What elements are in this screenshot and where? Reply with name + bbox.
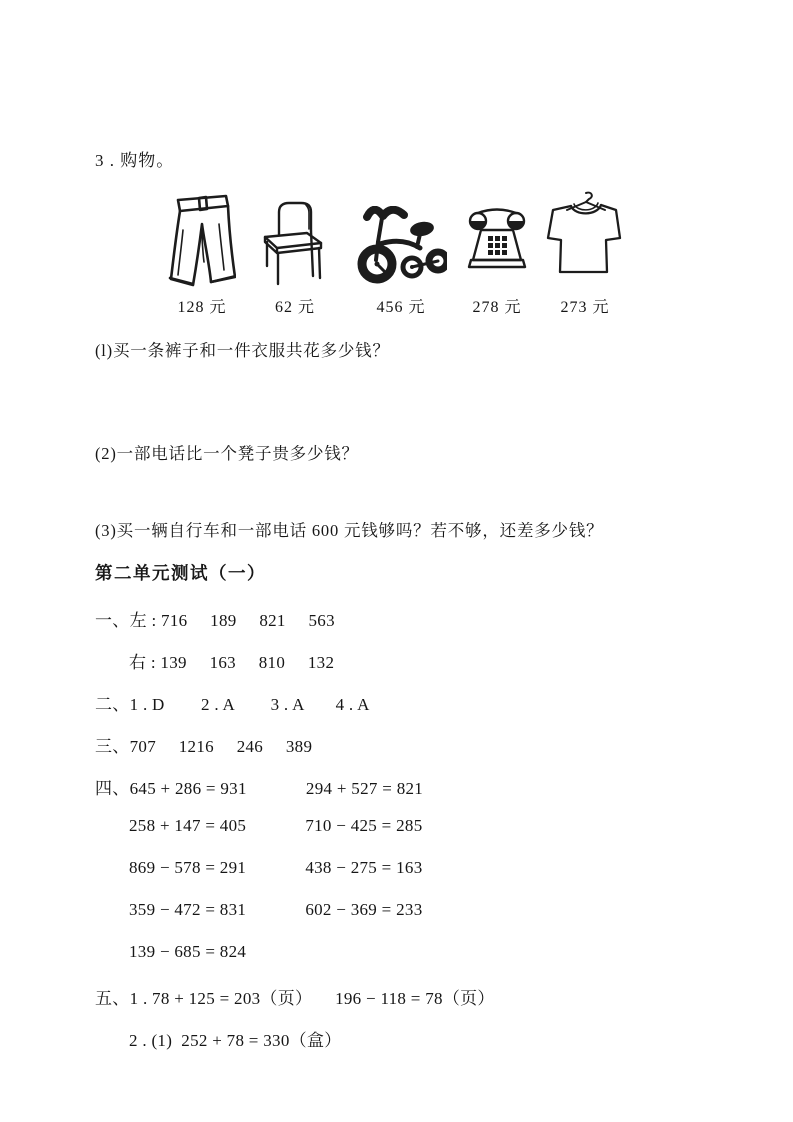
answer-line-2: 右 : 139 163 810 132 [129,653,335,672]
answer-line-5: 四、645 + 286 = 931 294 + 527 = 821 [95,779,424,798]
tshirt-price-label: 273 元 [560,299,610,316]
unit-test-heading: 第二单元测试（一） [95,563,266,583]
answer-line-9: 139 − 685 = 824 [129,942,247,961]
chair-price-label: 62 元 [274,299,315,316]
question-3: (3)买一辆自行车和一部电话 600 元钱够吗？若不够，还差多少钱？ [95,521,604,540]
tricycle-price-label: 456 元 [376,299,426,316]
tshirt-icon [545,191,625,275]
tricycle-icon [355,206,447,286]
answer-line-1: 一、左 : 716 189 821 563 [95,611,335,630]
answer-line-10: 五、1 . 78 + 125 = 203（页） 196 − 118 = 78（页） [95,989,495,1008]
pants-icon [168,190,236,292]
shop-item-tricycle [351,186,451,314]
answer-key-block [95,606,495,1068]
telephone-icon [467,206,527,272]
question-2: (2)一部电话比一个凳子贵多少钱？ [95,444,359,463]
answer-line-6: 258 + 147 = 405 710 − 425 = 285 [129,816,423,835]
answer-line-7: 869 − 578 = 291 438 − 275 = 163 [129,858,423,877]
problem-3-heading: 3 . 购物。 [95,151,175,170]
answer-line-3: 二、1 . D 2 . A 3 . A 4 . A [95,695,370,714]
answer-line-4: 三、707 1216 246 389 [95,737,313,756]
shop-item-telephone [455,186,539,314]
question-1: (l)买一条裤子和一件衣服共花多少钱？ [95,341,390,360]
shop-item-chair [252,186,338,314]
shop-item-tshirt [543,186,627,314]
shop-item-pants [152,186,252,314]
telephone-price-label: 278 元 [472,299,522,316]
answer-line-8: 359 − 472 = 831 602 − 369 = 233 [129,900,423,919]
pants-price-label: 128 元 [177,299,227,316]
chair-icon [262,200,328,288]
answer-line-11: 2 . (1) 252 + 78 = 330（盒） [129,1031,342,1050]
